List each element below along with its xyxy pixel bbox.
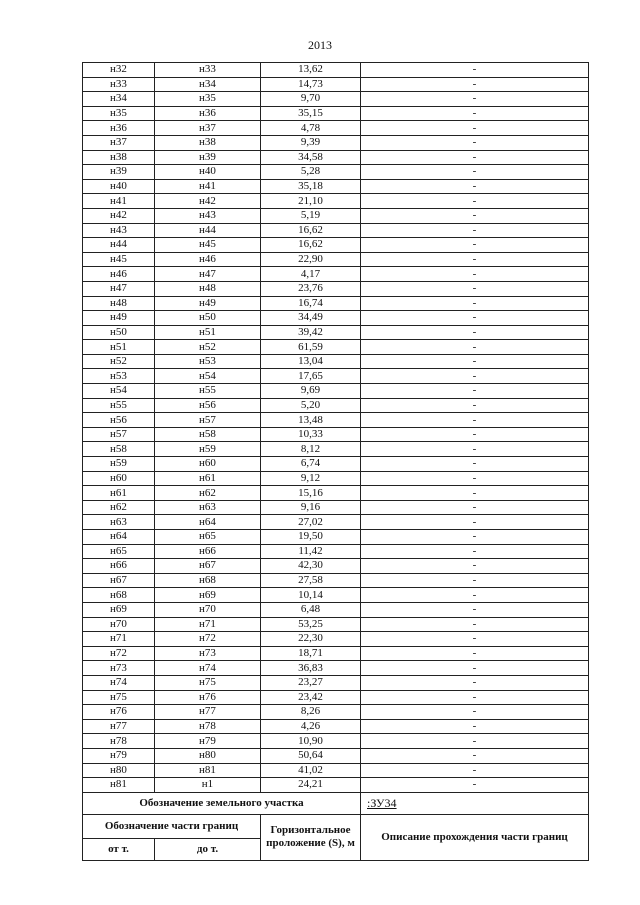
description-cell: - (361, 544, 589, 559)
to-point-cell: н43 (155, 208, 261, 223)
length-cell: 35,15 (261, 106, 361, 121)
table-row (83, 530, 589, 545)
to-point-header: до т. (155, 838, 261, 860)
to-point-cell: н56 (155, 398, 261, 413)
table-row (83, 354, 589, 369)
description-cell: - (361, 311, 589, 326)
to-point-cell: н48 (155, 281, 261, 296)
table-row (83, 398, 589, 413)
table-row (83, 690, 589, 705)
from-point-cell: н60 (83, 471, 155, 486)
to-point-cell: н70 (155, 602, 261, 617)
description-cell: - (361, 340, 589, 355)
to-point-cell: н57 (155, 413, 261, 428)
from-point-cell: н55 (83, 398, 155, 413)
boundary-table (82, 62, 589, 861)
to-point-cell: н79 (155, 734, 261, 749)
from-point-cell: н35 (83, 106, 155, 121)
to-point-cell: н47 (155, 267, 261, 282)
length-cell: 17,65 (261, 369, 361, 384)
description-cell: - (361, 646, 589, 661)
length-cell: 5,19 (261, 208, 361, 223)
to-point-cell: н46 (155, 252, 261, 267)
table-row (83, 63, 589, 78)
from-point-cell: н59 (83, 457, 155, 472)
from-point-cell: н68 (83, 588, 155, 603)
from-point-cell: н39 (83, 165, 155, 180)
length-cell: 22,30 (261, 632, 361, 647)
table-row (83, 208, 589, 223)
to-point-cell: н1 (155, 778, 261, 793)
description-cell: - (361, 457, 589, 472)
length-cell: 18,71 (261, 646, 361, 661)
table-row (83, 311, 589, 326)
table-row (83, 77, 589, 92)
table-row (83, 632, 589, 647)
to-point-cell: н53 (155, 354, 261, 369)
length-cell: 22,90 (261, 252, 361, 267)
length-cell: 53,25 (261, 617, 361, 632)
description-cell: - (361, 573, 589, 588)
from-point-cell: н54 (83, 384, 155, 399)
length-cell: 6,74 (261, 457, 361, 472)
length-cell: 9,39 (261, 135, 361, 150)
description-cell: - (361, 748, 589, 763)
description-cell: - (361, 427, 589, 442)
from-point-cell: н81 (83, 778, 155, 793)
parcel-label: Обозначение земельного участка (83, 792, 361, 814)
from-point-cell: н51 (83, 340, 155, 355)
description-cell: - (361, 442, 589, 457)
description-cell: - (361, 106, 589, 121)
from-point-cell: н50 (83, 325, 155, 340)
from-point-cell: н37 (83, 135, 155, 150)
description-cell: - (361, 763, 589, 778)
length-cell: 34,58 (261, 150, 361, 165)
description-cell: - (361, 617, 589, 632)
table-row (83, 179, 589, 194)
description-cell: - (361, 267, 589, 282)
to-point-cell: н35 (155, 92, 261, 107)
description-cell: - (361, 296, 589, 311)
length-cell: 10,90 (261, 734, 361, 749)
to-point-cell: н65 (155, 530, 261, 545)
description-cell: - (361, 92, 589, 107)
from-point-cell: н67 (83, 573, 155, 588)
to-point-cell: н72 (155, 632, 261, 647)
description-cell: - (361, 150, 589, 165)
description-cell: - (361, 165, 589, 180)
table-row (83, 442, 589, 457)
from-point-cell: н47 (83, 281, 155, 296)
to-point-cell: н49 (155, 296, 261, 311)
to-point-cell: н36 (155, 106, 261, 121)
from-point-cell: н77 (83, 719, 155, 734)
to-point-cell: н63 (155, 500, 261, 515)
to-point-cell: н74 (155, 661, 261, 676)
table-row (83, 369, 589, 384)
description-cell: - (361, 252, 589, 267)
from-point-cell: н56 (83, 413, 155, 428)
length-cell: 13,04 (261, 354, 361, 369)
from-point-cell: н63 (83, 515, 155, 530)
description-cell: - (361, 398, 589, 413)
table-row (83, 325, 589, 340)
to-point-cell: н67 (155, 559, 261, 574)
description-cell: - (361, 135, 589, 150)
table-row (83, 340, 589, 355)
description-cell: - (361, 559, 589, 574)
to-point-cell: н71 (155, 617, 261, 632)
to-point-cell: н58 (155, 427, 261, 442)
from-point-cell: н62 (83, 500, 155, 515)
description-cell: - (361, 705, 589, 720)
from-point-cell: н52 (83, 354, 155, 369)
boundary-rows (83, 63, 589, 793)
description-cell: - (361, 384, 589, 399)
length-cell: 5,20 (261, 398, 361, 413)
to-point-cell: н78 (155, 719, 261, 734)
to-point-cell: н77 (155, 705, 261, 720)
to-point-cell: н33 (155, 63, 261, 78)
from-point-cell: н66 (83, 559, 155, 574)
table-row (83, 135, 589, 150)
from-point-cell: н64 (83, 530, 155, 545)
table-row (83, 778, 589, 793)
length-cell: 23,76 (261, 281, 361, 296)
table-row (83, 675, 589, 690)
from-point-cell: н44 (83, 238, 155, 253)
length-cell: 21,10 (261, 194, 361, 209)
to-point-cell: н42 (155, 194, 261, 209)
to-point-cell: н66 (155, 544, 261, 559)
length-cell: 10,33 (261, 427, 361, 442)
to-point-cell: н54 (155, 369, 261, 384)
length-cell: 13,62 (261, 63, 361, 78)
description-cell: - (361, 632, 589, 647)
description-cell: - (361, 588, 589, 603)
description-cell: - (361, 675, 589, 690)
length-cell: 5,28 (261, 165, 361, 180)
to-point-cell: н38 (155, 135, 261, 150)
description-cell: - (361, 238, 589, 253)
length-cell: 9,16 (261, 500, 361, 515)
length-cell: 41,02 (261, 763, 361, 778)
length-cell: 36,83 (261, 661, 361, 676)
description-cell: - (361, 471, 589, 486)
length-cell: 23,27 (261, 675, 361, 690)
table-row (83, 515, 589, 530)
from-point-cell: н73 (83, 661, 155, 676)
length-cell: 35,18 (261, 179, 361, 194)
to-point-cell: н41 (155, 179, 261, 194)
page-number: 2013 (308, 38, 332, 52)
length-cell: 27,58 (261, 573, 361, 588)
to-point-cell: н52 (155, 340, 261, 355)
table-row (83, 559, 589, 574)
from-point-cell: н76 (83, 705, 155, 720)
to-point-cell: н76 (155, 690, 261, 705)
table-row (83, 457, 589, 472)
table-row (83, 296, 589, 311)
to-point-cell: н61 (155, 471, 261, 486)
horizontal-length-header: Горизонтальное проложение (S), м (261, 814, 361, 860)
to-point-cell: н73 (155, 646, 261, 661)
description-cell: - (361, 223, 589, 238)
description-cell: - (361, 413, 589, 428)
description-cell: - (361, 500, 589, 515)
length-cell: 13,48 (261, 413, 361, 428)
from-point-cell: н75 (83, 690, 155, 705)
length-cell: 16,74 (261, 296, 361, 311)
from-point-cell: н71 (83, 632, 155, 647)
boundary-part-header: Обозначение части границ (83, 814, 261, 838)
to-point-cell: н40 (155, 165, 261, 180)
length-cell: 4,17 (261, 267, 361, 282)
table-row (83, 748, 589, 763)
from-point-cell: н58 (83, 442, 155, 457)
length-cell: 15,16 (261, 486, 361, 501)
description-cell: - (361, 530, 589, 545)
description-cell: - (361, 602, 589, 617)
parcel-value: :ЗУ34 (361, 792, 589, 814)
from-point-cell: н80 (83, 763, 155, 778)
from-point-cell: н42 (83, 208, 155, 223)
description-cell: - (361, 734, 589, 749)
description-header: Описание прохождения части границ (361, 814, 589, 860)
table-row (83, 602, 589, 617)
table-row (83, 92, 589, 107)
to-point-cell: н39 (155, 150, 261, 165)
table-row (83, 106, 589, 121)
table-row (83, 486, 589, 501)
length-cell: 8,26 (261, 705, 361, 720)
table-row (83, 661, 589, 676)
table-row (83, 238, 589, 253)
from-point-header: от т. (83, 838, 155, 860)
length-cell: 14,73 (261, 77, 361, 92)
from-point-cell: н79 (83, 748, 155, 763)
to-point-cell: н80 (155, 748, 261, 763)
table-row (83, 573, 589, 588)
to-point-cell: н59 (155, 442, 261, 457)
length-cell: 9,12 (261, 471, 361, 486)
length-cell: 16,62 (261, 223, 361, 238)
from-point-cell: н40 (83, 179, 155, 194)
table-row (83, 471, 589, 486)
to-point-cell: н81 (155, 763, 261, 778)
to-point-cell: н50 (155, 311, 261, 326)
from-point-cell: н34 (83, 92, 155, 107)
from-point-cell: н38 (83, 150, 155, 165)
to-point-cell: н34 (155, 77, 261, 92)
to-point-cell: н64 (155, 515, 261, 530)
length-cell: 61,59 (261, 340, 361, 355)
to-point-cell: н69 (155, 588, 261, 603)
table-row (83, 544, 589, 559)
from-point-cell: н32 (83, 63, 155, 78)
from-point-cell: н57 (83, 427, 155, 442)
length-cell: 39,42 (261, 325, 361, 340)
description-cell: - (361, 208, 589, 223)
description-cell: - (361, 719, 589, 734)
description-cell: - (361, 281, 589, 296)
length-cell: 9,70 (261, 92, 361, 107)
parcel-row (83, 792, 589, 814)
table-row (83, 588, 589, 603)
table-row (83, 427, 589, 442)
length-cell: 34,49 (261, 311, 361, 326)
from-point-cell: н36 (83, 121, 155, 136)
description-cell: - (361, 515, 589, 530)
description-cell: - (361, 690, 589, 705)
length-cell: 50,64 (261, 748, 361, 763)
length-cell: 10,14 (261, 588, 361, 603)
description-cell: - (361, 778, 589, 793)
table-row (83, 194, 589, 209)
table-row (83, 121, 589, 136)
to-point-cell: н62 (155, 486, 261, 501)
length-cell: 9,69 (261, 384, 361, 399)
to-point-cell: н75 (155, 675, 261, 690)
to-point-cell: н45 (155, 238, 261, 253)
description-cell: - (361, 354, 589, 369)
to-point-cell: н51 (155, 325, 261, 340)
from-point-cell: н49 (83, 311, 155, 326)
table-row (83, 150, 589, 165)
table-row (83, 763, 589, 778)
to-point-cell: н37 (155, 121, 261, 136)
table-row (83, 252, 589, 267)
description-cell: - (361, 325, 589, 340)
to-point-cell: н60 (155, 457, 261, 472)
table-row (83, 705, 589, 720)
description-cell: - (361, 179, 589, 194)
length-cell: 27,02 (261, 515, 361, 530)
length-cell: 23,42 (261, 690, 361, 705)
length-cell: 4,78 (261, 121, 361, 136)
from-point-cell: н78 (83, 734, 155, 749)
table-row (83, 646, 589, 661)
table-row (83, 413, 589, 428)
description-cell: - (361, 63, 589, 78)
from-point-cell: н72 (83, 646, 155, 661)
from-point-cell: н61 (83, 486, 155, 501)
from-point-cell: н45 (83, 252, 155, 267)
table-row (83, 617, 589, 632)
from-point-cell: н65 (83, 544, 155, 559)
from-point-cell: н41 (83, 194, 155, 209)
description-cell: - (361, 194, 589, 209)
description-cell: - (361, 121, 589, 136)
from-point-cell: н33 (83, 77, 155, 92)
table-row (83, 165, 589, 180)
length-cell: 8,12 (261, 442, 361, 457)
table-row (83, 223, 589, 238)
from-point-cell: н69 (83, 602, 155, 617)
table-row (83, 719, 589, 734)
header-row (83, 814, 589, 838)
table-row (83, 384, 589, 399)
from-point-cell: н53 (83, 369, 155, 384)
length-cell: 11,42 (261, 544, 361, 559)
from-point-cell: н48 (83, 296, 155, 311)
to-point-cell: н55 (155, 384, 261, 399)
description-cell: - (361, 661, 589, 676)
from-point-cell: н70 (83, 617, 155, 632)
from-point-cell: н43 (83, 223, 155, 238)
to-point-cell: н44 (155, 223, 261, 238)
length-cell: 4,26 (261, 719, 361, 734)
table-row (83, 281, 589, 296)
length-cell: 24,21 (261, 778, 361, 793)
description-cell: - (361, 369, 589, 384)
table-row (83, 734, 589, 749)
description-cell: - (361, 486, 589, 501)
from-point-cell: н46 (83, 267, 155, 282)
length-cell: 19,50 (261, 530, 361, 545)
table-row (83, 267, 589, 282)
length-cell: 42,30 (261, 559, 361, 574)
description-cell: - (361, 77, 589, 92)
length-cell: 16,62 (261, 238, 361, 253)
length-cell: 6,48 (261, 602, 361, 617)
table-row (83, 500, 589, 515)
to-point-cell: н68 (155, 573, 261, 588)
from-point-cell: н74 (83, 675, 155, 690)
